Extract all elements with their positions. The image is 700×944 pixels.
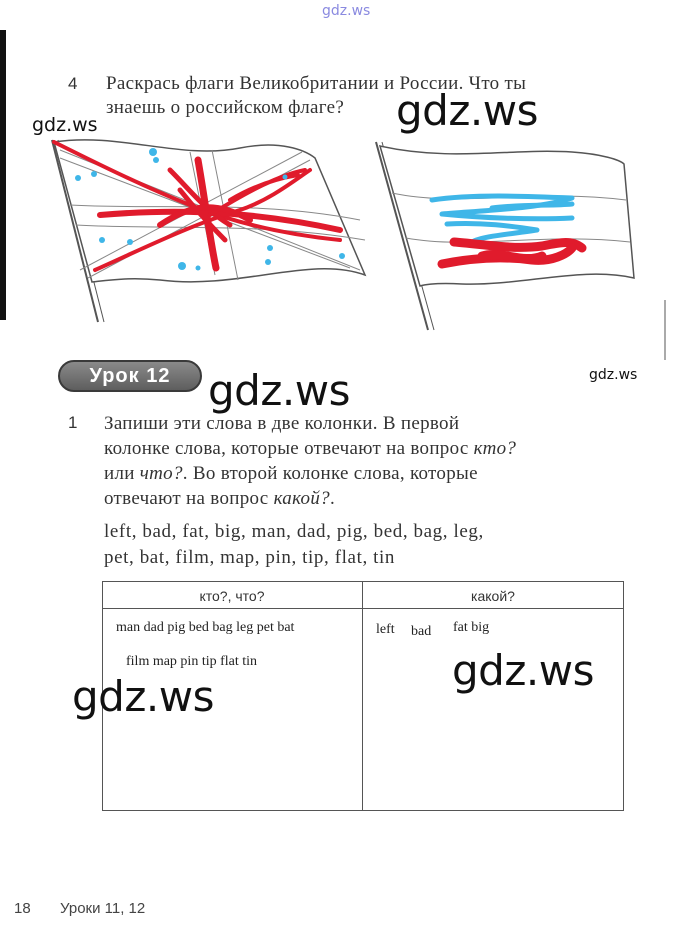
- task-1-line-4: отвечают на вопрос какой?.: [104, 488, 336, 509]
- task-1-line-2: колонке слова, которые отвечают на вопрос кто?: [104, 438, 517, 459]
- column-2-answer-word-2: bad: [411, 624, 432, 639]
- lesson-badge: Урок 12: [58, 360, 202, 392]
- task-1-line-1: Запиши эти слова в две колонки. В первой: [104, 413, 460, 434]
- scan-edge-right: [664, 300, 666, 360]
- column-1-answer-line-1: man dad pig bed bag leg pet bat: [116, 620, 295, 635]
- answer-table-column-divider: [362, 581, 363, 811]
- watermark-small-1: gdz.ws: [32, 114, 98, 136]
- task-4-number: 4: [68, 74, 78, 93]
- watermark-big-3: gdz.ws: [452, 646, 594, 695]
- column-2-answer-word-1: left: [376, 622, 395, 637]
- uk-flag-illustration: [40, 130, 380, 330]
- watermark-big-4: gdz.ws: [72, 672, 214, 721]
- watermark-tiny-1: gdz.ws: [589, 367, 638, 383]
- task-4-line-1: Раскрась флаги Великобритании и России. Что ты: [106, 73, 527, 94]
- table-header-who-what: кто?, что?: [199, 588, 265, 604]
- footer-section: Уроки 11, 12: [60, 900, 146, 917]
- word-list-line-1: left, bad, fat, big, man, dad, pig, bed, bag, leg,: [104, 521, 484, 542]
- watermark-top: gdz.ws: [322, 3, 371, 19]
- page-number: 18: [14, 900, 31, 917]
- table-header-which: какой?: [471, 588, 515, 604]
- column-2-answer-word-3: fat big: [453, 620, 490, 635]
- word-list-line-2: pet, bat, film, map, pin, tip, flat, tin: [104, 547, 396, 568]
- task-1-line-3: или что?. Во второй колонке слова, которые: [104, 463, 478, 484]
- task-4-line-2: знаешь о российском флаге?: [106, 97, 345, 118]
- answer-table-header-divider: [102, 608, 624, 609]
- scan-edge-left: [0, 30, 6, 320]
- column-1-answer-line-2: film map pin tip flat tin: [126, 654, 258, 669]
- watermark-big-2: gdz.ws: [208, 366, 350, 415]
- task-1-number: 1: [68, 413, 78, 432]
- russia-flag-illustration: [372, 138, 640, 334]
- watermark-big-1: gdz.ws: [396, 86, 538, 135]
